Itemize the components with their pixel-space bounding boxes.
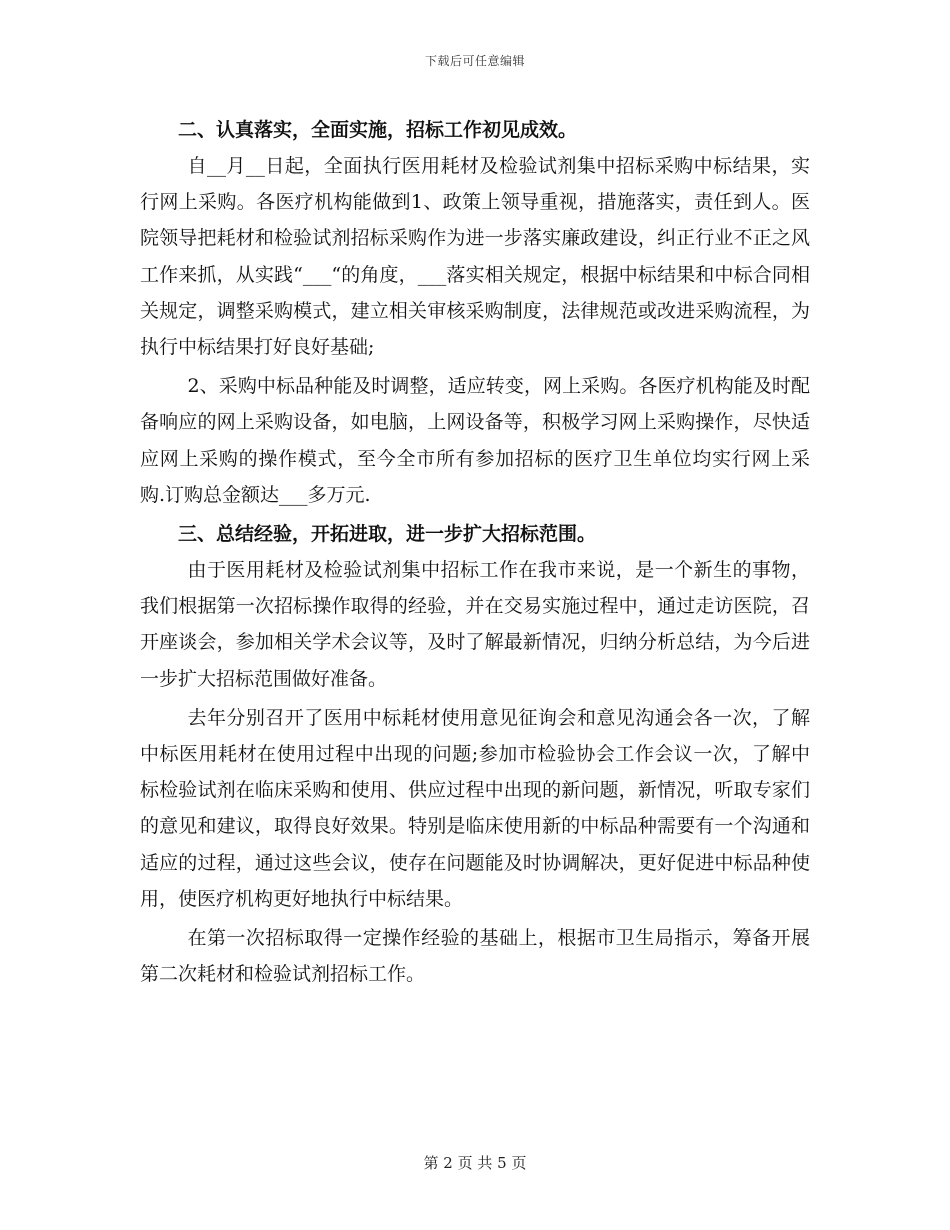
paragraph: 去年分别召开了医用中标耗材使用意见征询会和意见沟通会各一次，了解中标医用耗材在使用过程中出现的问题;参加市检验协会工作会议一次，了解中标检验试剂在临床采购和使用、供应过程中出现的新问题，新情况，听取专家们的意见和建议，取得良好效果。特别是临床使用新的中标品种需要有一个沟通和适应的过程，通过这些会议，使存在问题能及时协调解决，更好促进中标品种使用，使医疗机构更好地执行中标结果。 <box>140 706 810 910</box>
paragraph: 2、采购中标品种能及时调整，适应转变，网上采购。各医疗机构能及时配备响应的网上采购设备，如电脑，上网设备等，积极学习网上采购操作，尽快适应网上采购的操作模式，至今全市所有参加招标的医疗卫生单位均实行网上采购.订购总金额达___多万元. <box>140 375 810 506</box>
document-body <box>140 112 810 992</box>
section-heading-3: 三、总结经验，开拓进取，进一步扩大招标范围。 <box>178 523 597 546</box>
page-header: 下载后可任意编辑 <box>424 54 525 68</box>
paragraph: 在第一次招标取得一定操作经验的基础上，根据市卫生局指示，筹备开展第二次耗材和检验试剂招标工作。 <box>140 927 810 986</box>
section-heading-2: 二、认真落实，全面实施，招标工作初见成效。 <box>178 119 578 141</box>
paragraph: 由于医用耗材及检验试剂集中招标工作在我市来说，是一个新生的事物，我们根据第一次招标操作取得的经验，并在交易实施过程中，通过走访医院，召开座谈会，参加相关学术会议等，及时了解最新情况，归纳分析总结，为今后进一步扩大招标范围做好准备。 <box>140 559 810 690</box>
page-number-footer: 第 2 页 共 5 页 <box>423 1154 527 1172</box>
paragraph: 自__月__日起，全面执行医用耗材及检验试剂集中招标采购中标结果，实行网上采购。各医疗机构能做到1、政策上领导重视，措施落实，责任到人。医院领导把耗材和检验试剂招标采购作为进一步落实廉政建设，纠正行业不正之风工作来抓，从实践“___“的角度，___落实相关规定，根据中标结果和中标合同相关规定，调整采购模式，建立相关审核采购制度，法律规范或改进采购流程，为执行中标结果打好良好基础; <box>140 155 810 359</box>
